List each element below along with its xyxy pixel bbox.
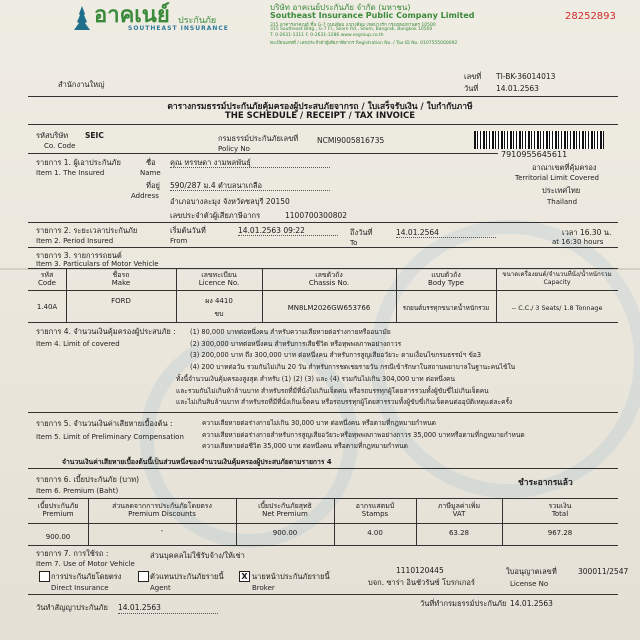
country-en: Thailand	[547, 198, 578, 206]
premium-value: 900.00	[45, 533, 71, 541]
item3-label-en: Item 3. Particulars of Motor Vehicle	[36, 260, 159, 268]
vehicle-header-capacity: ขนาดเครื่องยนต์/จำนวนที่นั่ง/น้ำหนักรวม Capacity	[502, 271, 612, 286]
agent-checkbox[interactable]	[138, 571, 149, 582]
net-premium-header: เบี้ยประกันภัยสุทธิ Net Premium	[258, 502, 312, 518]
territory-thai: อาณาเขตที่คุ้มครอง	[532, 163, 597, 172]
item6-label-en: Item 6. Premium (Baht)	[36, 487, 119, 495]
item6-label: รายการ 6. เบี้ยประกันภัย (บาท)	[36, 475, 140, 484]
company-name-thai: บริษัท อาคเนย์ประกันภัย จำกัด (มหาชน)	[270, 3, 411, 12]
vehicle-capacity: -- C.C./ 3 Seats/ 1.8 Tonnage	[511, 304, 603, 312]
title-en: THE SCHEDULE / RECEIPT / TAX INVOICE	[224, 111, 416, 121]
stamp-duty-paid: ชำระอากรแล้ว	[518, 478, 573, 488]
agent-label-en: Agent	[150, 584, 171, 592]
item5-label-en: Item 5. Limit of Preliminary Compensation	[36, 433, 184, 441]
company-name-en: Southeast Insurance Public Company Limited	[270, 11, 475, 20]
company-address-thai: 315 อาคารอาคเนย์ ชั้น G-7 ถนนสีลม แขวงสีลม เขตบางรัก กรุงเทพมหานคร 10500	[270, 23, 436, 28]
item4-label: รายการ 4. จำนวนเงินคุ้มครองผู้ประสบภัย :	[36, 327, 176, 336]
insured-address-label-en: Address	[131, 192, 159, 200]
barcode-icon	[474, 131, 604, 149]
company-code: SEIC	[85, 131, 104, 140]
direct-insurance-checkbox[interactable]	[39, 571, 50, 582]
date-label: วันที่	[464, 84, 479, 93]
doc-no-label: เลขที่	[464, 72, 482, 81]
company-address-en: 315 Southeast Bldg., G-7 Fl., Silom Rd., Silom, Bangrak, Bangkok 10500	[270, 27, 433, 32]
agent-label: ตัวแทนประกันภัยรายนี้	[150, 572, 224, 581]
license-label: ใบอนุญาตเลขที่	[506, 567, 557, 576]
item1-label-en: Item 1. The Insured	[36, 169, 105, 177]
period-from: 14.01.2563 09:22	[238, 226, 305, 235]
broker-name: บจก. ซาร่า อินชัวรันซ์ โบรกเกอร์	[368, 578, 475, 587]
period-time: เวลา 16.30 น.	[562, 228, 612, 237]
item3-label: รายการ 3. รายการรถยนต์	[36, 251, 122, 260]
period-to: 14.01.2564	[396, 228, 439, 237]
period-to-label: ถึงวันที่	[350, 228, 373, 237]
total-header: รวมเงิน Total	[548, 502, 572, 518]
broker-label-en: Broker	[252, 584, 275, 592]
country-thai: ประเทศไทย	[542, 186, 581, 195]
item4-coverage-list: (1) 80,000 บาทต่อหนึ่งคน สำหรับความเสียหายต่อร่างกายหรืออนามัย (2) 300,000 บาทต่อหนึ่งคน สำหรับการเสียชีวิต หรือทุพพลภาพอย่างถาวร (3) 200,000 บาท ถึง 300,000 บาท ต่อหนึ่งคน สำหรับการสูญเสียอวัยวะ ตามเงื่อนไขกรมธรรม์ฯ ข้อ3 (4) 200 บาทต่อวัน รวมกันไม่เกิน 20 วัน สำหรับการชดเชยรายวัน กรณีเข้ารักษาในสถานพยาบาลในฐานะคนไข้ใน	[190, 328, 516, 371]
brand-en: SOUTHEAST INSURANCE	[128, 25, 229, 32]
branch-label: สำนักงานใหญ่	[58, 80, 105, 89]
company-code-label: รหัสบริษัท	[36, 131, 69, 140]
item5-label: รายการ 5. จำนวนเงินค่าเสียหายเบื้องต้น :	[36, 419, 173, 428]
direct-insurance-label-en: Direct Insurance	[51, 584, 109, 592]
insured-address-1: 590/287 ม.4 ตำบลนาเกลือ	[170, 181, 263, 190]
company-registration: ทะเบียนเลขที่ / เลขประจำตัวผู้เสียภาษีอากร Registration No. / Tax ID No. 0107555000092	[270, 41, 458, 46]
vehicle-make: FORD	[111, 297, 131, 305]
contract-date: 14.01.2563	[118, 603, 161, 612]
insured-name-label-en: Name	[140, 169, 161, 177]
vehicle-chassis: MN8LM2026GW653766	[287, 304, 371, 312]
broker-checkbox[interactable]: X	[239, 571, 250, 582]
vehicle-code: 1.40A	[36, 303, 58, 311]
period-from-label: เริ่มต้นวันที่	[170, 226, 206, 235]
issue-date: 14.01.2563	[510, 599, 553, 608]
vehicle-use: ส่วนบุคคลไม่ใช้รับจ้าง/ให้เช่า	[150, 551, 245, 560]
insured-address-2: อำเภอบางละมุง จังหวัดชลบุรี 20150	[170, 197, 290, 206]
insured-name: คุณ หรรษดา งามพลพันธุ์	[170, 158, 251, 167]
license-number: 300011/2547	[578, 567, 629, 576]
vehicle-licence: ผง 4410	[205, 297, 233, 305]
vat-value: 63.28	[448, 529, 470, 537]
period-from-label-en: From	[170, 237, 188, 245]
premium-header: เบี้ยประกันภัย Premium	[37, 502, 79, 518]
doc-no: TI-BK-36014013	[496, 72, 556, 81]
territory-en: Territorial Limit Covered	[515, 174, 599, 182]
stamps-value: 4.00	[367, 529, 383, 537]
vehicle-header-licence: เลขทะเบียน Licence No.	[198, 271, 240, 287]
item4-coverage-notes: ทั้งนี้จำนวนเงินคุ้มครองสูงสุด สำหรับ (1) (2) (3) และ (4) รวมกันไม่เกิน 304,000 บาท ต่อหนึ่งคน และรวมกันไม่เกินห้าล้านบาท สำหรับรถที่มีที่นั่งไม่เกินเจ็ดคน หรือรถบรรทุกผู้โดยสารรวมทั้งผู้ขับขี่ไม่เกินเจ็ดคน และไม่เกินสิบล้านบาท สำหรับรถที่มีที่นั่งเกินเจ็ดคน หรือรถบรรทุกผู้โดยสารรวมทั้งผู้ขับขี่เกินเจ็ดคนต่ออุบัติเหตุแต่ละครั้ง	[176, 375, 513, 406]
company-code-en: Co. Code	[44, 142, 76, 150]
vehicle-body-type: รถยนต์บรรทุกขนาดน้ำหนักรวม	[402, 304, 490, 312]
broker-label: นายหน้าประกันภัยรายนี้	[252, 572, 330, 581]
insured-name-label: ชื่อ	[146, 158, 156, 167]
contract-date-label: วันทำสัญญาประกันภัย	[36, 603, 108, 612]
broker-code: 1110120445	[396, 566, 444, 575]
policy-number: NCMI9005816735	[317, 136, 385, 145]
doc-date: 14.01.2563	[496, 84, 539, 93]
vehicle-header-chassis: เลขตัวถัง Chassis No.	[308, 271, 350, 287]
company-logo-icon	[72, 6, 92, 30]
vehicle-header-make: ชื่อรถ Make	[111, 271, 131, 287]
company-phone: T. 0-2631-1311 F. 0-2631-1286 www.segroup.co.th	[270, 33, 384, 38]
period-time-en: at 16:30 hours	[552, 238, 604, 246]
discount-header: ส่วนลดจากการประกันภัยโดยตรง Premium Discounts	[112, 502, 212, 518]
item2-label-en: Item 2. Period Insured	[36, 237, 114, 245]
tax-id-label: เลขประจำตัวผู้เสียภาษีอากร	[170, 211, 261, 220]
total-value: 967.28	[547, 529, 573, 537]
item4-label-en: Item 4. Limit of covered	[36, 340, 120, 348]
item1-label: รายการ 1. ผู้เอาประกันภัย	[36, 158, 121, 167]
item7-label-en: Item 7. Use of Motor Vehicle	[36, 560, 135, 568]
policy-label: กรมธรรม์ประกันภัยเลขที่	[218, 134, 299, 143]
barcode-number: 7910955645611	[501, 150, 568, 159]
item5-note: จำนวนเงินค่าเสียหายเบื้องต้นนี้เป็นส่วนหนึ่งของจำนวนเงินคุ้มครองผู้ประสบภัยตามรายการ 4	[62, 458, 332, 466]
net-premium-value: 900.00	[272, 529, 298, 537]
serial-number: 28252893	[565, 11, 616, 22]
title-thai: ตารางกรมธรรม์ประกันภัยคุ้มครองผู้ประสบภัยจากรถ / ใบเสร็จรับเงิน / ใบกำกับภาษี	[167, 102, 473, 112]
license-label-en: License No	[510, 580, 549, 588]
direct-insurance-label: การประกันภัยโดยตรง	[51, 572, 122, 581]
tax-id: 1100700300802	[285, 211, 348, 220]
vehicle-header-code: รหัส Code	[38, 271, 56, 287]
insured-address-label: ที่อยู่	[146, 181, 160, 190]
brand-thai-small: ประกันภัย	[178, 16, 217, 26]
policy-label-en: Policy No	[218, 145, 250, 153]
item7-label: รายการ 7. การใช้รถ :	[36, 549, 109, 558]
item2-label: รายการ 2. ระยะเวลาประกันภัย	[36, 226, 138, 235]
issue-date-label: วันที่ทำกรมธรรม์ประกันภัย	[420, 599, 507, 608]
period-to-label-en: To	[350, 239, 358, 247]
item5-compensation-list: ความเสียหายต่อร่างกายไม่เกิน 30,000 บาท ต่อหนึ่งคน หรือตามที่กฎหมายกำหนด ความเสียหายต่อร่างกายสำหรับการสูญเสียอวัยวะหรือทุพพลภาพอย่างถาวร 35,000 บาทหรือตามที่กฎหมายกำหนด ความเสียหายต่อชีวิต 35,000 บาท ต่อหนึ่งคน หรือตามที่กฎหมายกำหนด	[202, 419, 525, 450]
discount-value: -	[160, 527, 164, 535]
stamps-header: อากรแสตมป์ Stamps	[355, 502, 395, 518]
vehicle-licence-province: ชบ	[214, 310, 224, 318]
vat-header: ภาษีมูลค่าเพิ่ม VAT	[437, 502, 481, 518]
brand-thai: อาคเนย์	[94, 3, 170, 28]
vehicle-header-body: แบบตัวถัง Body Type	[428, 271, 464, 287]
